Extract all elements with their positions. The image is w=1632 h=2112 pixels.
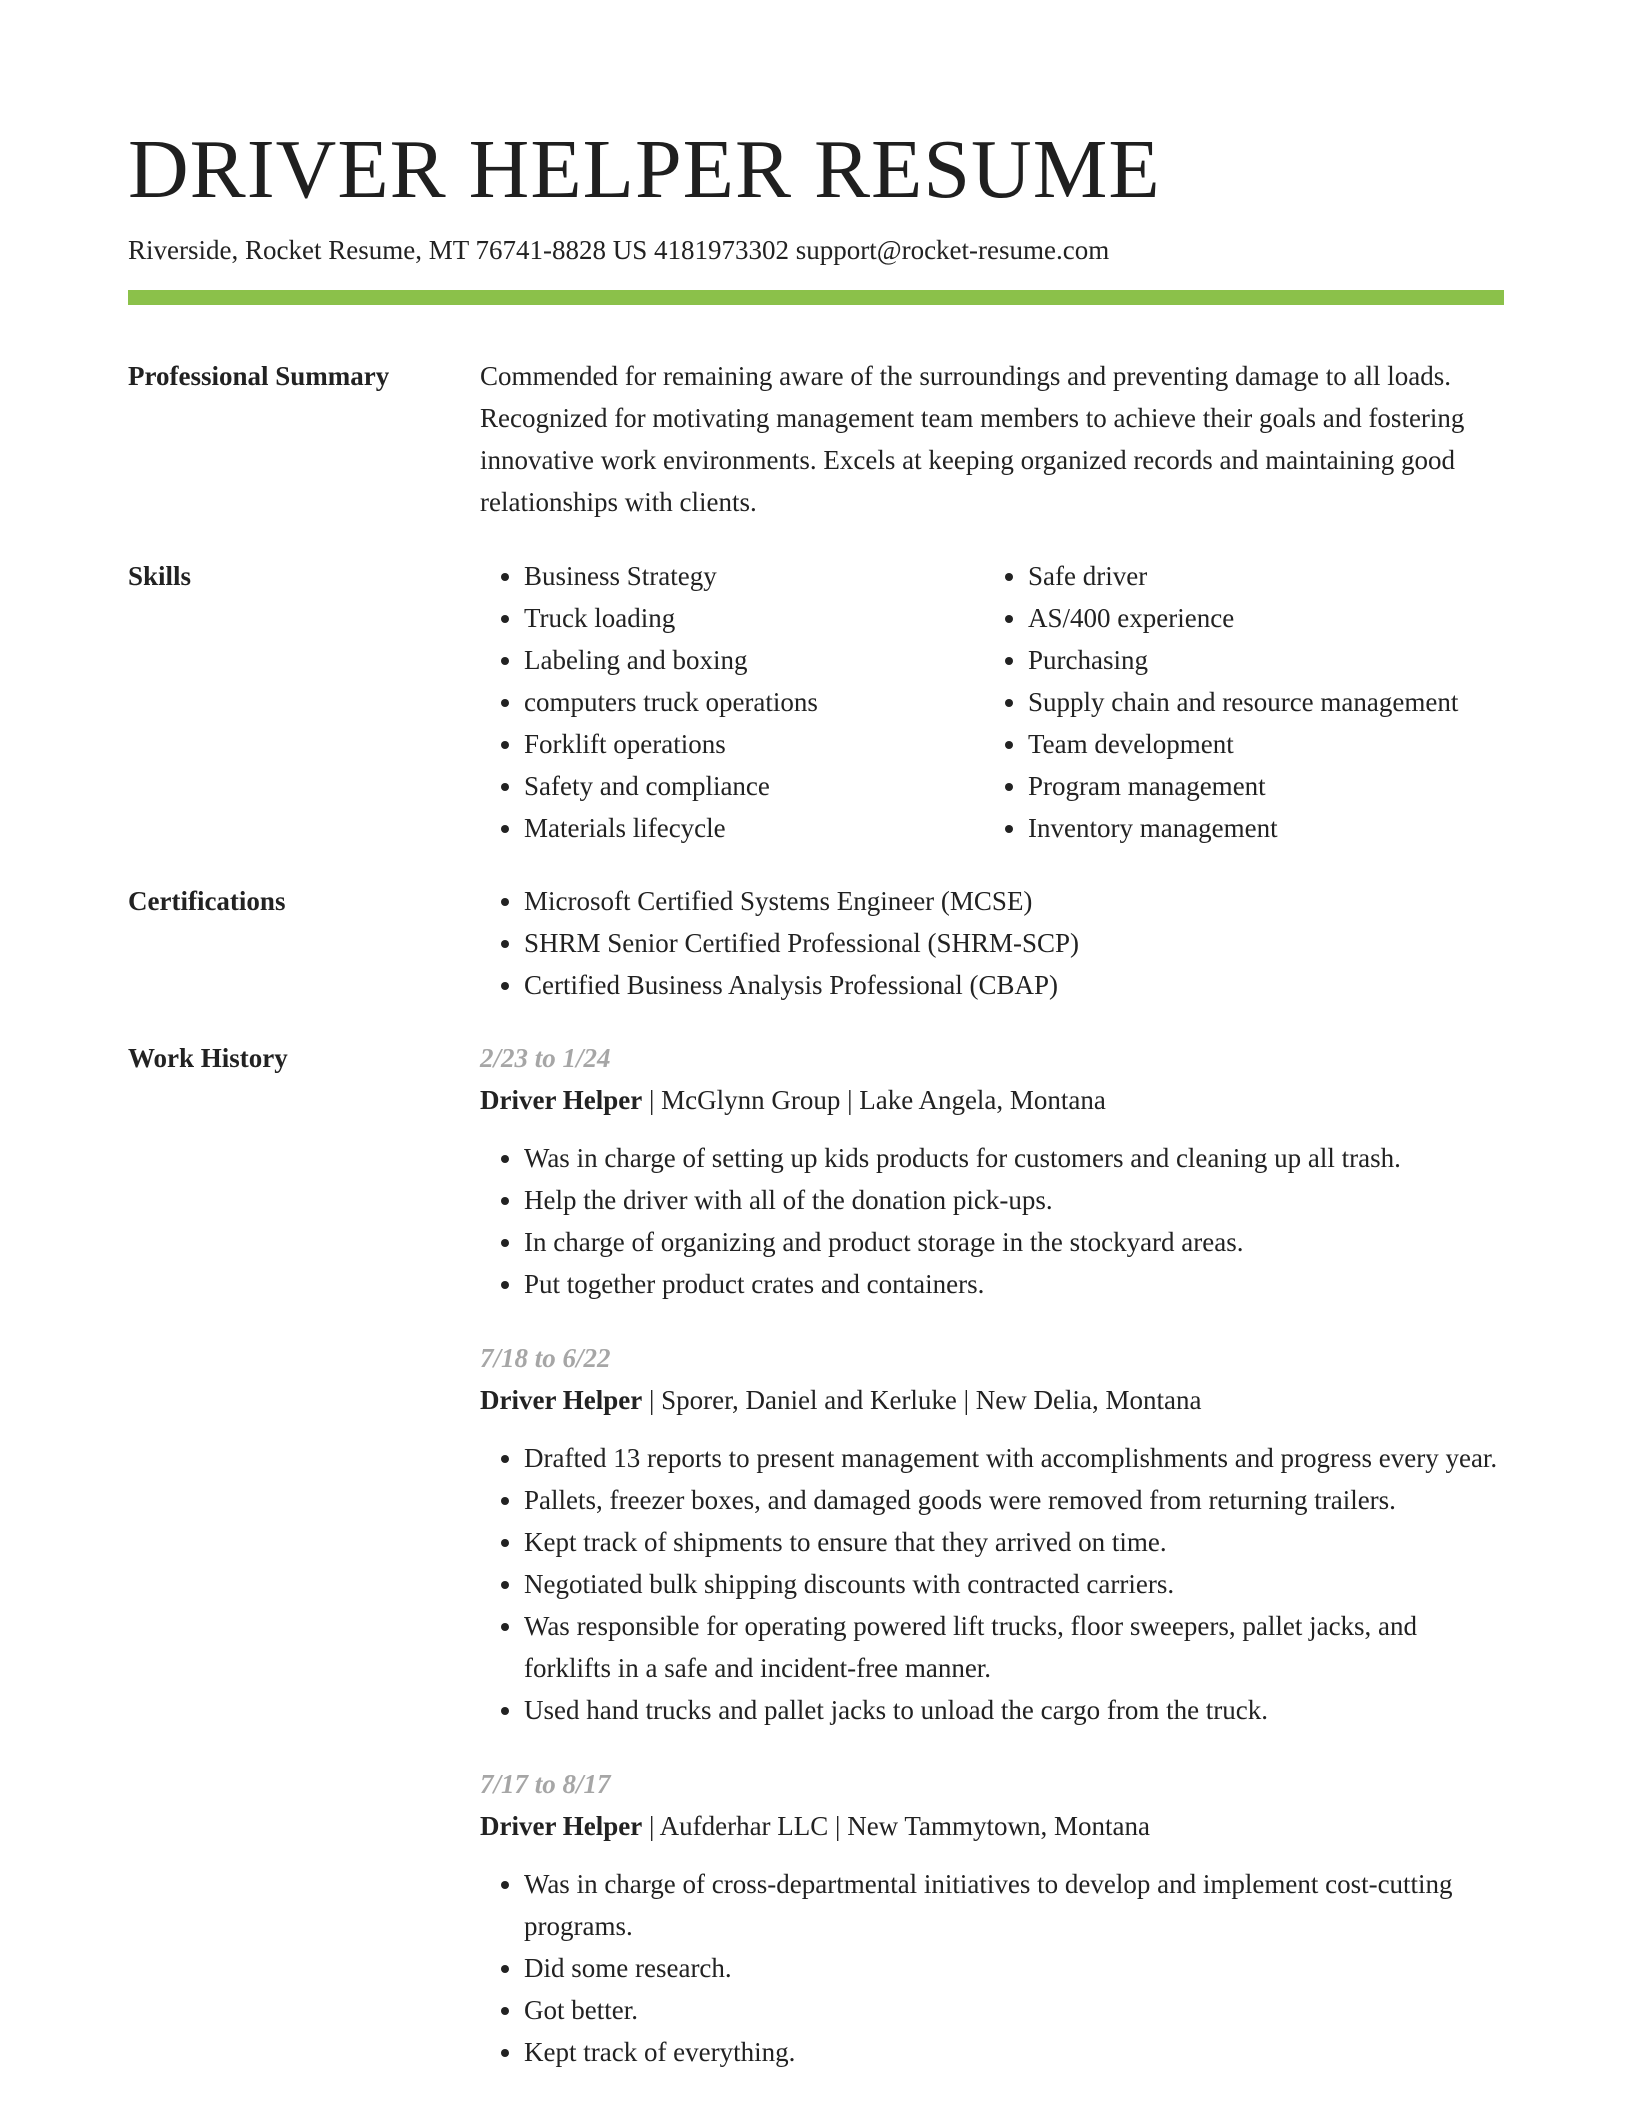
job-company-location: | Sporer, Daniel and Kerluke | New Delia, Montana — [642, 1385, 1202, 1415]
job-dates: 7/18 to 6/22 — [480, 1343, 611, 1373]
job-bullet: • Did some research. — [524, 1947, 1504, 1989]
skills-column-left — [480, 555, 984, 849]
certifications-body — [480, 880, 1504, 1006]
job-bullets — [480, 1863, 1504, 2073]
skills-column-right — [984, 555, 1488, 849]
job-heading — [480, 1079, 1504, 1121]
job-bullet: • Kept track of shipments to ensure that they arrived on time. — [524, 1521, 1504, 1563]
skill-item: • Purchasing — [1028, 639, 1488, 681]
accent-divider — [128, 290, 1504, 305]
skill-item: • Program management — [1028, 765, 1488, 807]
job-title: Driver Helper — [480, 1085, 643, 1115]
resume-title: DRIVER HELPER RESUME — [128, 123, 1161, 216]
job-company-location: | Aufderhar LLC | New Tammytown, Montana — [642, 1811, 1151, 1841]
summary-text: Commended for remaining aware of the surroundings and preventing damage to all loads. Recognized for motivating management team members to achieve their goals and fostering innovative work environments. Excels at keeping organized records and maintaining good relationships with clients. — [480, 361, 1465, 517]
job-heading — [480, 1805, 1504, 1847]
job-bullet: • Negotiated bulk shipping discounts with contracted carriers. — [524, 1563, 1504, 1605]
job-bullet: • Help the driver with all of the donation pick-ups. — [524, 1179, 1504, 1221]
section-label-certifications: Certifications — [128, 886, 286, 916]
section-label-summary: Professional Summary — [128, 361, 390, 391]
certification-item: • Microsoft Certified Systems Engineer (MCSE) — [524, 880, 1504, 922]
skill-item: • Inventory management — [1028, 807, 1488, 849]
certifications-list — [480, 880, 1504, 1006]
job-bullet: • Put together product crates and containers. — [524, 1263, 1504, 1305]
job-dates: 2/23 to 1/24 — [480, 1043, 611, 1073]
job-title: Driver Helper — [480, 1811, 643, 1841]
job-bullets — [480, 1137, 1504, 1305]
certification-item: • Certified Business Analysis Professional (CBAP) — [524, 964, 1504, 1006]
job-title: Driver Helper — [480, 1385, 643, 1415]
job-heading — [480, 1379, 1504, 1421]
job-bullet: • Used hand trucks and pallet jacks to unload the cargo from the truck. — [524, 1689, 1504, 1731]
skills-columns — [480, 555, 1504, 849]
certifications-section — [128, 880, 1504, 1006]
job-entry — [480, 1037, 1504, 1305]
job-entry — [480, 1763, 1504, 2073]
job-entry — [480, 1337, 1504, 1731]
job-bullet: • Drafted 13 reports to present management with accomplishments and progress every year. — [524, 1437, 1504, 1479]
resume-page — [128, 120, 1504, 2105]
skill-item: • Safe driver — [1028, 555, 1488, 597]
skill-item: • AS/400 experience — [1028, 597, 1488, 639]
summary-section — [128, 355, 1504, 523]
contact-line: Riverside, Rocket Resume, MT 76741-8828 US 4181973302 support@rocket-resume.com — [128, 235, 1110, 265]
job-bullet: • Was responsible for operating powered lift trucks, floor sweepers, pallet jacks, and forklifts in a safe and incident-free manner. — [524, 1605, 1504, 1689]
skill-item: • Materials lifecycle — [524, 807, 984, 849]
section-label-work-history: Work History — [128, 1043, 288, 1073]
skill-item: • Safety and compliance — [524, 765, 984, 807]
job-bullet: • Was in charge of cross-departmental initiatives to develop and implement cost-cutting programs. — [524, 1863, 1504, 1947]
skill-item: • Forklift operations — [524, 723, 984, 765]
job-bullets — [480, 1437, 1504, 1731]
job-bullet: • In charge of organizing and product storage in the stockyard areas. — [524, 1221, 1504, 1263]
work-history-section — [128, 1037, 1504, 2105]
job-dates: 7/17 to 8/17 — [480, 1769, 611, 1799]
skill-item: • Business Strategy — [524, 555, 984, 597]
skill-item: • Labeling and boxing — [524, 639, 984, 681]
skill-item: • Supply chain and resource management — [1028, 681, 1488, 723]
job-bullet: • Got better. — [524, 1989, 1504, 2031]
skills-list-left — [480, 555, 984, 849]
skills-list-right — [984, 555, 1488, 849]
section-label-skills: Skills — [128, 561, 192, 591]
job-bullet: • Was in charge of setting up kids products for customers and cleaning up all trash. — [524, 1137, 1504, 1179]
job-bullet: • Pallets, freezer boxes, and damaged goods were removed from returning trailers. — [524, 1479, 1504, 1521]
job-company-location: | McGlynn Group | Lake Angela, Montana — [642, 1085, 1106, 1115]
skill-item: • Team development — [1028, 723, 1488, 765]
skill-item: • computers truck operations — [524, 681, 984, 723]
skill-item: • Truck loading — [524, 597, 984, 639]
certification-item: • SHRM Senior Certified Professional (SHRM-SCP) — [524, 922, 1504, 964]
work-history-body — [480, 1037, 1504, 2105]
job-bullet: • Kept track of everything. — [524, 2031, 1504, 2073]
skills-section — [128, 555, 1504, 849]
